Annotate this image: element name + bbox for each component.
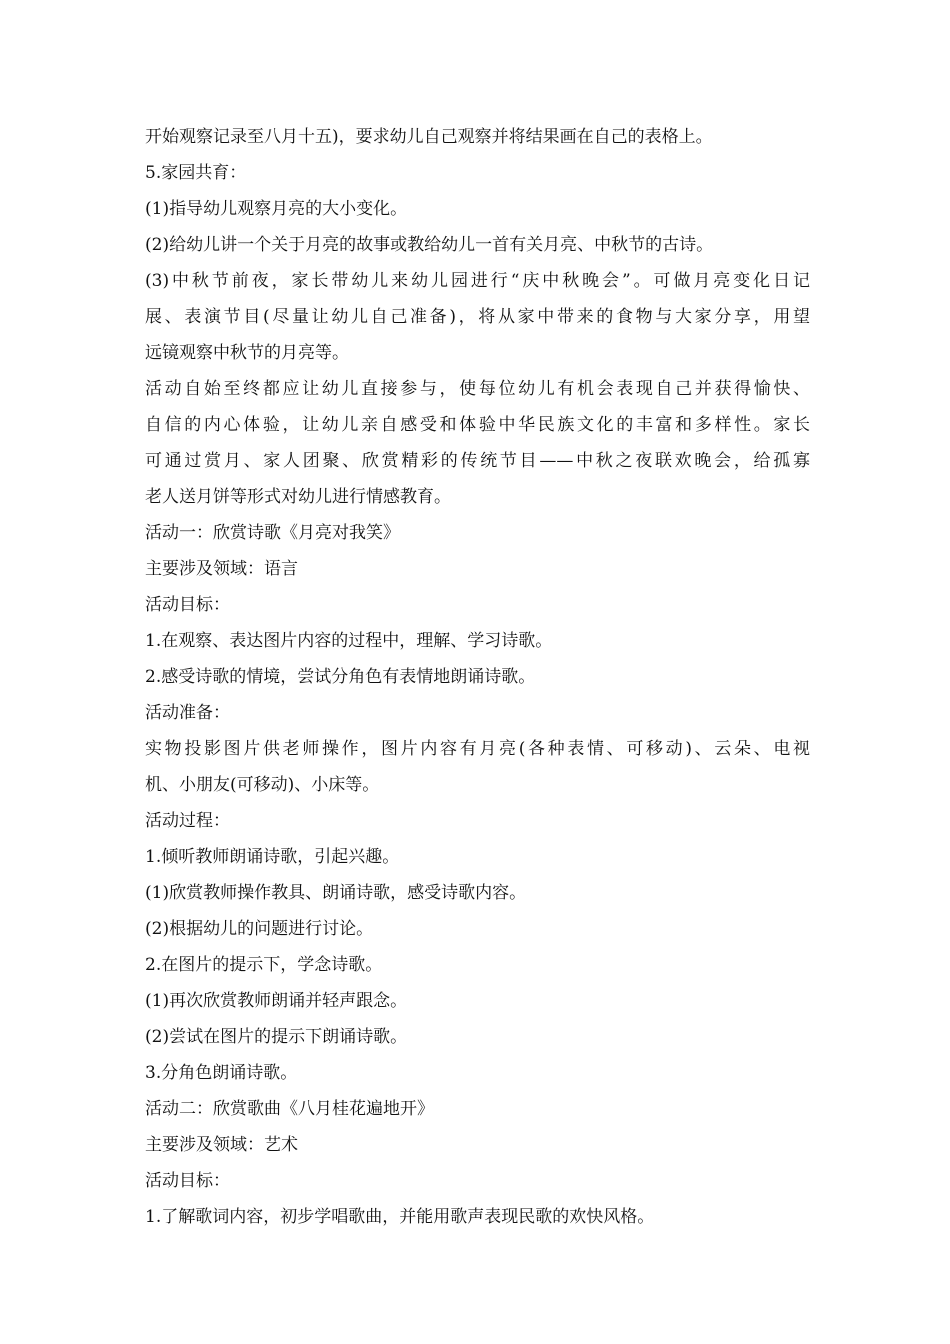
list-item: 1.了解歌词内容，初步学唱歌曲，并能用歌声表现民歌的欢快风格。 [145, 1207, 655, 1227]
list-item: (1)指导幼儿观察月亮的大小变化。 [145, 199, 408, 219]
text-line: 远镜观察中秋节的月亮等。 [145, 343, 349, 363]
section-heading: 活动过程： [145, 811, 230, 831]
activity-title: 活动二：欣赏歌曲《八月桂花遍地开》 [145, 1099, 434, 1119]
section-heading: 活动准备： [145, 703, 230, 723]
list-item: 1.在观察、表达图片内容的过程中，理解、学习诗歌。 [145, 631, 553, 651]
section-heading: 5.家园共育： [145, 163, 247, 183]
document-body [145, 122, 810, 1238]
paragraph-line: 自信的内心体验，让幼儿亲自感受和体验中华民族文化的丰富和多样性。家长 [145, 415, 810, 435]
list-item: 2.在图片的提示下，学念诗歌。 [145, 955, 383, 975]
list-item: 1.倾听教师朗诵诗歌，引起兴趣。 [145, 847, 400, 867]
domain-label: 主要涉及领域：语言 [145, 559, 298, 579]
list-item: 3.分角色朗诵诗歌。 [145, 1063, 298, 1083]
list-item: (2)根据幼儿的问题进行讨论。 [145, 919, 374, 939]
list-item: 2.感受诗歌的情境，尝试分角色有表情地朗诵诗歌。 [145, 667, 536, 687]
section-heading: 活动目标： [145, 595, 230, 615]
list-item: (1)再次欣赏教师朗诵并轻声跟念。 [145, 991, 408, 1011]
list-item: (1)欣赏教师操作教具、朗诵诗歌，感受诗歌内容。 [145, 883, 527, 903]
paragraph-line: 可通过赏月、家人团聚、欣赏精彩的传统节目——中秋之夜联欢晚会，给孤寡 [145, 451, 810, 471]
paragraph-line: 活动自始至终都应让幼儿直接参与，使每位幼儿有机会表现自己并获得愉快、 [145, 379, 810, 399]
domain-label: 主要涉及领域：艺术 [145, 1135, 298, 1155]
text-line: 展、表演节目(尽量让幼儿自己准备)，将从家中带来的食物与大家分享，用望 [145, 307, 810, 327]
list-item: (3)中秋节前夜，家长带幼儿来幼儿园进行“庆中秋晚会”。可做月亮变化日记 [145, 271, 810, 291]
text-line: 开始观察记录至八月十五)，要求幼儿自己观察并将结果画在自己的表格上。 [145, 127, 713, 147]
paragraph-line: 实物投影图片供老师操作，图片内容有月亮(各种表情、可移动)、云朵、电视 [145, 739, 810, 759]
section-heading: 活动目标： [145, 1171, 230, 1191]
paragraph-line: 机、小朋友(可移动)、小床等。 [145, 775, 380, 795]
paragraph-line: 老人送月饼等形式对幼儿进行情感教育。 [145, 487, 451, 507]
activity-title: 活动一：欣赏诗歌《月亮对我笑》 [145, 523, 400, 543]
list-item: (2)尝试在图片的提示下朗诵诗歌。 [145, 1027, 408, 1047]
list-item: (2)给幼儿讲一个关于月亮的故事或教给幼儿一首有关月亮、中秋节的古诗。 [145, 235, 714, 255]
